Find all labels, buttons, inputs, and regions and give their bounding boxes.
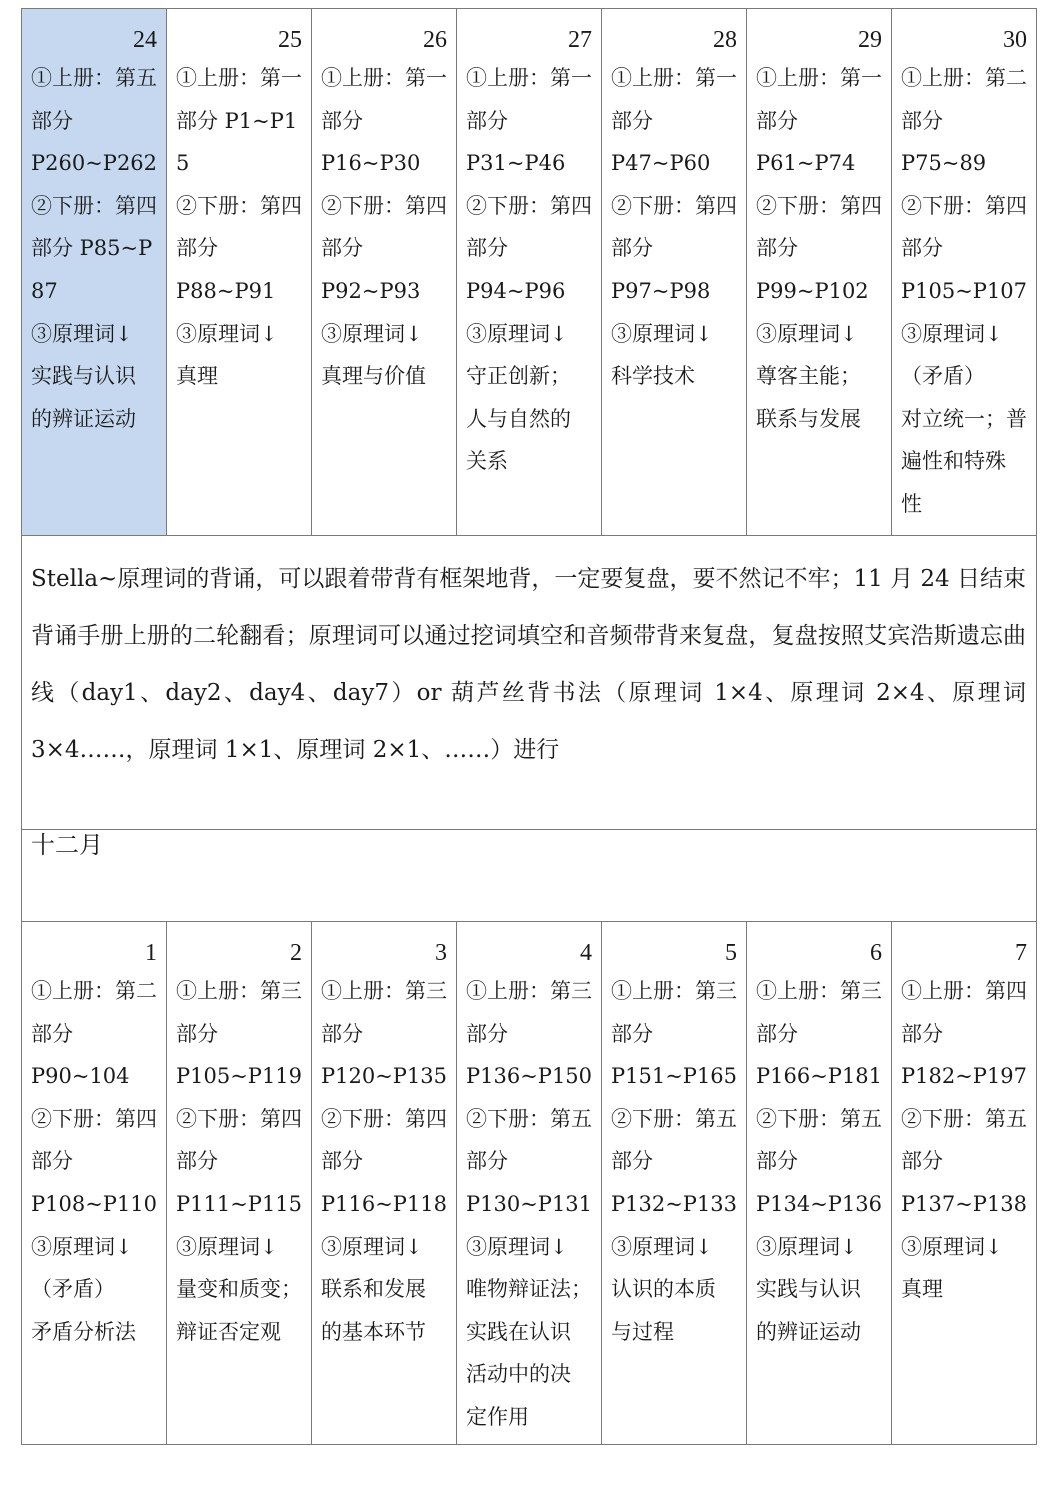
task-line: 真理 <box>901 1277 943 1302</box>
task-line: ②下册：第四 <box>466 193 592 218</box>
task-line: 部分 <box>31 1149 73 1174</box>
task-line: 对立统一；普 <box>901 406 1027 431</box>
day-tasks <box>602 970 746 1353</box>
task-line: 性 <box>901 491 922 516</box>
day-number: 6 <box>870 940 882 966</box>
task-line: 部分 <box>611 1149 653 1174</box>
day-number: 3 <box>435 940 447 966</box>
day-tasks <box>602 57 746 398</box>
task-line: ①上册：第一 <box>466 66 592 90</box>
day-cell <box>747 922 892 1445</box>
note-text: Stella~原理词的背诵，可以跟着带背有框架地背，一定要复盘，要不然记不牢；11 月 24 日结束背诵手册上册的二轮翻看；原理词可以通过挖词填空和音频带背来复盘，复盘按照艾宾浩斯遗忘曲线（day1、day2、day4、day7）or 葫芦丝背书法（原理词 1×4、原理词 2×4、原理词 3×4……，原理词 1×1、原理词 2×1、……）进行 <box>31 566 1026 763</box>
task-line: ①上册：第五 <box>31 66 157 90</box>
task-line: 部分 <box>321 108 363 133</box>
task-line: 真理 <box>176 364 218 389</box>
day-number: 4 <box>580 940 592 966</box>
task-line: 联系和发展 <box>321 1277 426 1302</box>
task-line: ①上册：第三 <box>466 979 592 1003</box>
task-line: ③原理词↓ <box>176 321 278 346</box>
task-line: ②下册：第四 <box>901 193 1027 218</box>
task-line: 尊客主能； <box>756 364 861 389</box>
task-line: P260~P262 <box>31 151 158 176</box>
task-line: 部分 <box>756 236 798 261</box>
task-line: 真理与价值 <box>321 364 426 389</box>
task-line: P120~P135 <box>321 1064 448 1089</box>
task-line: ②下册：第四 <box>176 193 302 218</box>
task-line: ②下册：第四 <box>31 193 157 218</box>
task-line: P130~P131 <box>466 1191 593 1216</box>
task-line: 部分 <box>756 1149 798 1174</box>
task-line: ②下册：第四 <box>321 193 447 218</box>
day-cell <box>457 9 602 536</box>
day-number: 2 <box>290 940 302 966</box>
task-line: 部分 <box>466 236 508 261</box>
task-line: ①上册：第四 <box>901 979 1027 1003</box>
task-line: 活动中的决 <box>466 1362 571 1387</box>
task-line: ③原理词↓ <box>611 321 713 346</box>
task-line: ③原理词↓ <box>31 321 133 346</box>
task-line: P97~P98 <box>611 278 711 303</box>
task-line: 部分 <box>176 1021 218 1046</box>
task-line: P47~P60 <box>611 151 711 176</box>
task-line: ①上册：第一 <box>176 66 302 90</box>
task-line: ②下册：第四 <box>321 1106 447 1131</box>
day-number: 28 <box>713 27 737 53</box>
day-number: 1 <box>145 940 157 966</box>
task-line: 部分 <box>176 236 218 261</box>
task-line: 部分 <box>611 236 653 261</box>
day-tasks <box>312 57 456 398</box>
task-line: ②下册：第五 <box>901 1106 1027 1131</box>
week-row-december <box>22 922 1037 1445</box>
note-cell <box>22 536 1037 830</box>
day-tasks <box>892 970 1036 1311</box>
day-number: 26 <box>423 27 447 53</box>
task-line: P31~P46 <box>466 151 566 176</box>
day-tasks <box>167 57 311 398</box>
task-line: P61~P74 <box>756 151 856 176</box>
week-row-november <box>22 9 1037 536</box>
task-line: 定作用 <box>466 1404 529 1429</box>
study-plan-document <box>21 8 1032 1445</box>
task-line: 部分 <box>321 1021 363 1046</box>
month-row <box>22 830 1037 922</box>
task-line: ①上册：第二 <box>901 66 1027 90</box>
day-cell <box>167 9 312 536</box>
task-line: 实践与认识 <box>756 1277 861 1302</box>
task-line: ①上册：第三 <box>176 979 302 1003</box>
day-cell <box>892 922 1037 1445</box>
task-line: P88~P91 <box>176 278 276 303</box>
task-line: P134~P136 <box>756 1191 883 1216</box>
day-tasks <box>312 970 456 1353</box>
day-number: 30 <box>1003 27 1027 53</box>
day-number: 29 <box>858 27 882 53</box>
task-line: 人与自然的 <box>466 406 571 431</box>
task-line: P137~P138 <box>901 1191 1028 1216</box>
task-line: P105~P119 <box>176 1064 303 1089</box>
task-line: ③原理词↓ <box>31 1234 133 1259</box>
task-line: ③原理词↓ <box>321 1234 423 1259</box>
day-cell <box>892 9 1037 536</box>
task-line: （矛盾） <box>901 364 985 389</box>
task-line: 部分 <box>901 108 943 133</box>
day-cell <box>22 922 167 1445</box>
task-line: 关系 <box>466 449 508 474</box>
task-line: ③原理词↓ <box>901 1234 1003 1259</box>
task-line: 部分 P85~P87 <box>31 236 153 303</box>
task-line: P151~P165 <box>611 1064 738 1089</box>
task-line: P92~P93 <box>321 278 421 303</box>
month-title: 十二月 <box>31 831 103 859</box>
task-line: P182~P197 <box>901 1064 1028 1089</box>
task-line: P94~P96 <box>466 278 566 303</box>
task-line: 部分 <box>901 236 943 261</box>
task-line: P105~P107 <box>901 278 1028 303</box>
task-line: ②下册：第五 <box>466 1106 592 1131</box>
task-line: ①上册：第三 <box>321 979 447 1003</box>
task-line: ②下册：第五 <box>611 1106 737 1131</box>
task-line: ③原理词↓ <box>756 1234 858 1259</box>
day-number: 7 <box>1015 940 1027 966</box>
task-line: P132~P133 <box>611 1191 738 1216</box>
task-line: 部分 <box>466 108 508 133</box>
day-cell <box>22 9 167 536</box>
task-line: 实践与认识 <box>31 364 136 389</box>
task-line: 部分 <box>176 1149 218 1174</box>
day-tasks <box>22 57 166 440</box>
task-line: 与过程 <box>611 1319 674 1344</box>
task-line: ②下册：第四 <box>176 1106 302 1131</box>
task-line: 部分 <box>611 1021 653 1046</box>
day-tasks <box>457 57 601 483</box>
task-line: ①上册：第一 <box>756 66 882 90</box>
task-line: P116~P118 <box>321 1191 448 1216</box>
task-line: P111~P115 <box>176 1191 303 1216</box>
day-tasks <box>167 970 311 1353</box>
day-cell <box>602 922 747 1445</box>
day-cell <box>167 922 312 1445</box>
task-line: 量变和质变； <box>176 1277 302 1302</box>
day-tasks <box>892 57 1036 526</box>
task-line: P16~P30 <box>321 151 421 176</box>
task-line: 部分 <box>31 108 73 133</box>
day-cell <box>312 9 457 536</box>
task-line: 辩证否定观 <box>176 1319 281 1344</box>
task-line: P108~P110 <box>31 1191 158 1216</box>
day-cell <box>312 922 457 1445</box>
task-line: P75~89 <box>901 151 987 176</box>
task-line: 遍性和特殊 <box>901 449 1006 474</box>
task-line: 认识的本质 <box>611 1277 716 1302</box>
day-tasks <box>747 57 891 440</box>
note-row <box>22 536 1037 830</box>
day-number: 5 <box>725 940 737 966</box>
day-cell <box>457 922 602 1445</box>
day-cell <box>602 9 747 536</box>
day-number: 24 <box>133 27 157 53</box>
task-line: 唯物辩证法； <box>466 1277 592 1302</box>
task-line: 部分 <box>901 1021 943 1046</box>
day-cell <box>747 9 892 536</box>
task-line: ③原理词↓ <box>466 1234 568 1259</box>
task-line: 部分 <box>901 1149 943 1174</box>
task-line: 部分 <box>756 108 798 133</box>
task-line: ③原理词↓ <box>466 321 568 346</box>
task-line: 部分 <box>321 1149 363 1174</box>
task-line: ③原理词↓ <box>176 1234 278 1259</box>
task-line: 科学技术 <box>611 364 695 389</box>
day-tasks <box>457 970 601 1439</box>
task-line: ②下册：第四 <box>756 193 882 218</box>
task-line: P136~P150 <box>466 1064 593 1089</box>
task-line: 部分 <box>466 1149 508 1174</box>
day-number: 27 <box>568 27 592 53</box>
task-line: ②下册：第四 <box>611 193 737 218</box>
day-tasks <box>747 970 891 1353</box>
task-line: （矛盾） <box>31 1277 115 1302</box>
task-line: ③原理词↓ <box>611 1234 713 1259</box>
day-tasks <box>22 970 166 1353</box>
task-line: ①上册：第一 <box>321 66 447 90</box>
task-line: 的基本环节 <box>321 1319 426 1344</box>
task-line: 实践在认识 <box>466 1319 571 1344</box>
task-line: 部分 <box>321 236 363 261</box>
task-line: ②下册：第四 <box>31 1106 157 1131</box>
task-line: 的辨证运动 <box>756 1319 861 1344</box>
task-line: ①上册：第三 <box>611 979 737 1003</box>
month-cell <box>22 830 1037 922</box>
task-line: ③原理词↓ <box>901 321 1003 346</box>
task-line: ①上册：第一 <box>611 66 737 90</box>
task-line: ③原理词↓ <box>756 321 858 346</box>
task-line: 部分 <box>466 1021 508 1046</box>
task-line: 部分 <box>611 108 653 133</box>
task-line: P166~P181 <box>756 1064 883 1089</box>
task-line: 联系与发展 <box>756 406 861 431</box>
task-line: P99~P102 <box>756 278 869 303</box>
task-line: 矛盾分析法 <box>31 1319 136 1344</box>
task-line: 的辨证运动 <box>31 406 136 431</box>
task-line: 守正创新； <box>466 364 571 389</box>
task-line: 部分 <box>756 1021 798 1046</box>
task-line: ①上册：第三 <box>756 979 882 1003</box>
day-number: 25 <box>278 27 302 53</box>
task-line: 部分 P1~P15 <box>176 108 298 176</box>
task-line: ②下册：第五 <box>756 1106 882 1131</box>
task-line: ①上册：第二 <box>31 979 157 1003</box>
task-line: ③原理词↓ <box>321 321 423 346</box>
task-line: 部分 <box>31 1021 73 1046</box>
task-line: P90~104 <box>31 1064 130 1089</box>
study-plan-table <box>21 8 1037 1445</box>
